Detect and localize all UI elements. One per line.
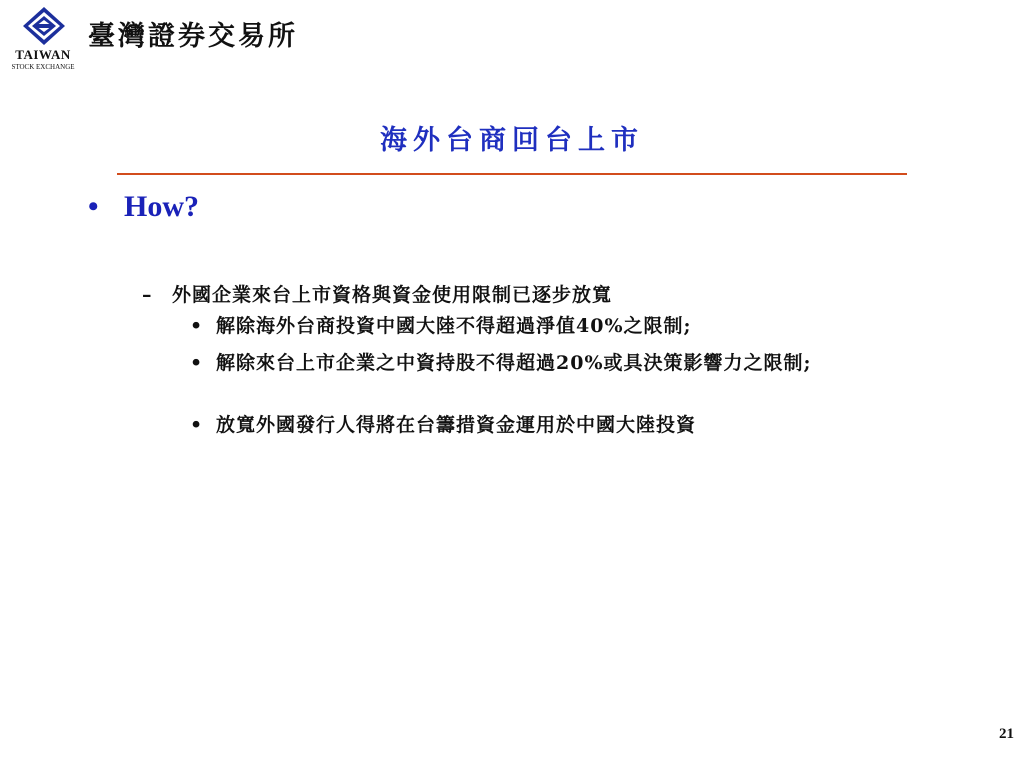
level1-bullet-item [88, 190, 199, 224]
level2-item [142, 280, 612, 307]
level1-text: How? [124, 190, 199, 223]
level3-text-2: 解除來台上市企業之中資持股不得超過20%或具決策影響力之限制; [216, 352, 812, 374]
level3-text-3: 放寬外國發行人得將在台籌措資金運用於中國大陸投資 [216, 414, 697, 436]
level2-text: 外國企業來台上市資格與資金使用限制已逐步放寬 [172, 284, 613, 306]
slide-title: 海外台商回台上市 [380, 125, 644, 156]
logo-subtext: STOCK EXCHANGE [11, 63, 75, 71]
bullet-icon: • [190, 352, 204, 374]
bullet-icon: • [88, 190, 99, 223]
level3-item-2 [190, 350, 916, 377]
logo-text: TAIWAN [15, 47, 71, 62]
level3-text-1: 解除海外台商投資中國大陸不得超過淨值40%之限制; [216, 315, 692, 337]
organization-name: 臺灣證券交易所 [88, 21, 298, 52]
title-divider [117, 173, 907, 175]
exchange-logo [8, 6, 78, 72]
twse-logo-icon [22, 6, 66, 46]
level3-item-3 [190, 412, 916, 439]
level3-item-1 [190, 313, 916, 340]
bullet-icon: • [190, 414, 204, 436]
bullet-icon: • [190, 315, 204, 337]
page-number: 21 [999, 726, 1014, 742]
dash-icon: – [142, 284, 153, 306]
